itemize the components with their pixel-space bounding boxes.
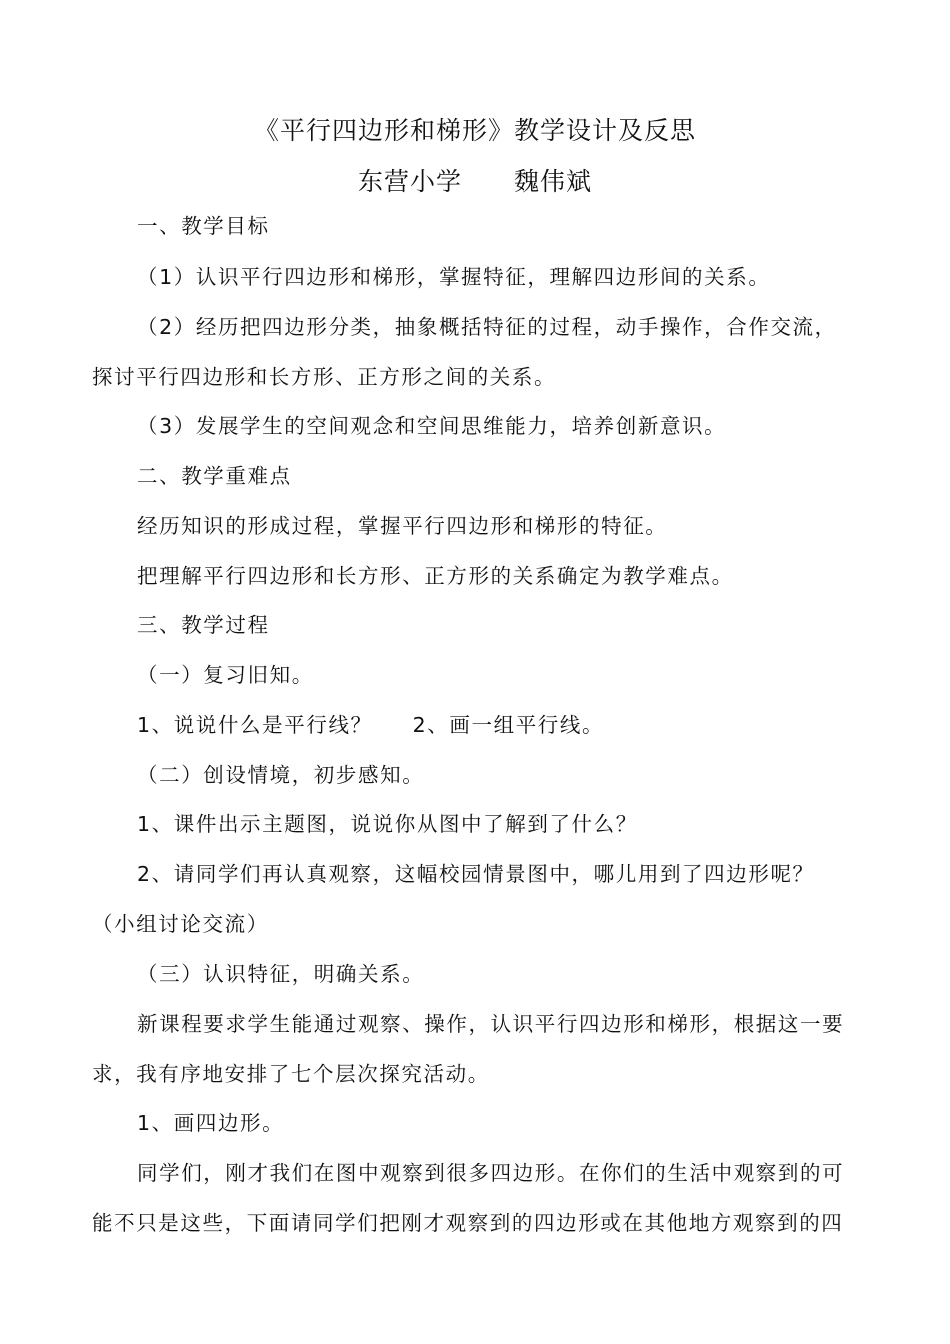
goal-item-2-line-2: 探讨平行四边形和长方形、正方形之间的关系。: [92, 365, 557, 389]
paragraph-1-line-1: 新课程要求学生能通过观察、操作，认识平行四边形和梯形，根据这一要: [137, 1012, 845, 1036]
section-heading-keypoints: 二、教学重难点: [137, 464, 292, 488]
goal-item-1: （1）认识平行四边形和梯形，掌握特征，理解四边形间的关系。: [137, 265, 771, 289]
step-3-heading: （三）认识特征，明确关系。: [137, 962, 425, 986]
paragraph-2-line-2: 能不只是这些，下面请同学们把刚才观察到的四边形或在其他地方观察到的四: [92, 1211, 844, 1235]
difficulty-text: 把理解平行四边形和长方形、正方形的关系确定为教学难点。: [137, 564, 734, 588]
author-line: [0, 162, 950, 198]
activity-1-heading: 1、画四边形。: [137, 1111, 285, 1135]
step-2-item-2-line-2: （小组讨论交流）: [92, 912, 269, 936]
step-2-item-1: 1、课件出示主题图，说说你从图中了解到了什么？: [137, 812, 638, 836]
goal-item-2-line-1: （2）经历把四边形分类，抽象概括特征的过程，动手操作，合作交流，: [137, 315, 837, 339]
paragraph-2-line-1: 同学们，刚才我们在图中观察到很多四边形。在你们的生活中观察到的可: [137, 1161, 845, 1185]
step-1-questions: [137, 711, 604, 739]
document-title: 《平行四边形和梯形》教学设计及反思: [253, 116, 696, 145]
keypoint-text: 经历知识的形成过程，掌握平行四边形和梯形的特征。: [137, 514, 668, 538]
author-name: 魏伟斌: [514, 167, 593, 196]
author-school: 东营小学: [357, 167, 462, 196]
goal-item-3: （3）发展学生的空间观念和空间思维能力，培养创新意识。: [137, 414, 727, 438]
step-2-heading: （二）创设情境，初步感知。: [137, 763, 425, 787]
paragraph-1-line-2: 求，我有序地安排了七个层次探究活动。: [92, 1062, 490, 1086]
step-1-question-1: 1、说说什么是平行线？: [137, 713, 373, 737]
section-heading-goals: 一、教学目标: [137, 214, 270, 238]
step-2-item-2-line-1: 2、请同学们再认真观察，这幅校园情景图中，哪儿用到了四边形呢？: [137, 862, 815, 886]
step-1-heading: （一）复习旧知。: [137, 663, 314, 687]
step-1-question-2: 2、画一组平行线。: [412, 713, 605, 737]
section-heading-process: 三、教学过程: [137, 613, 270, 637]
